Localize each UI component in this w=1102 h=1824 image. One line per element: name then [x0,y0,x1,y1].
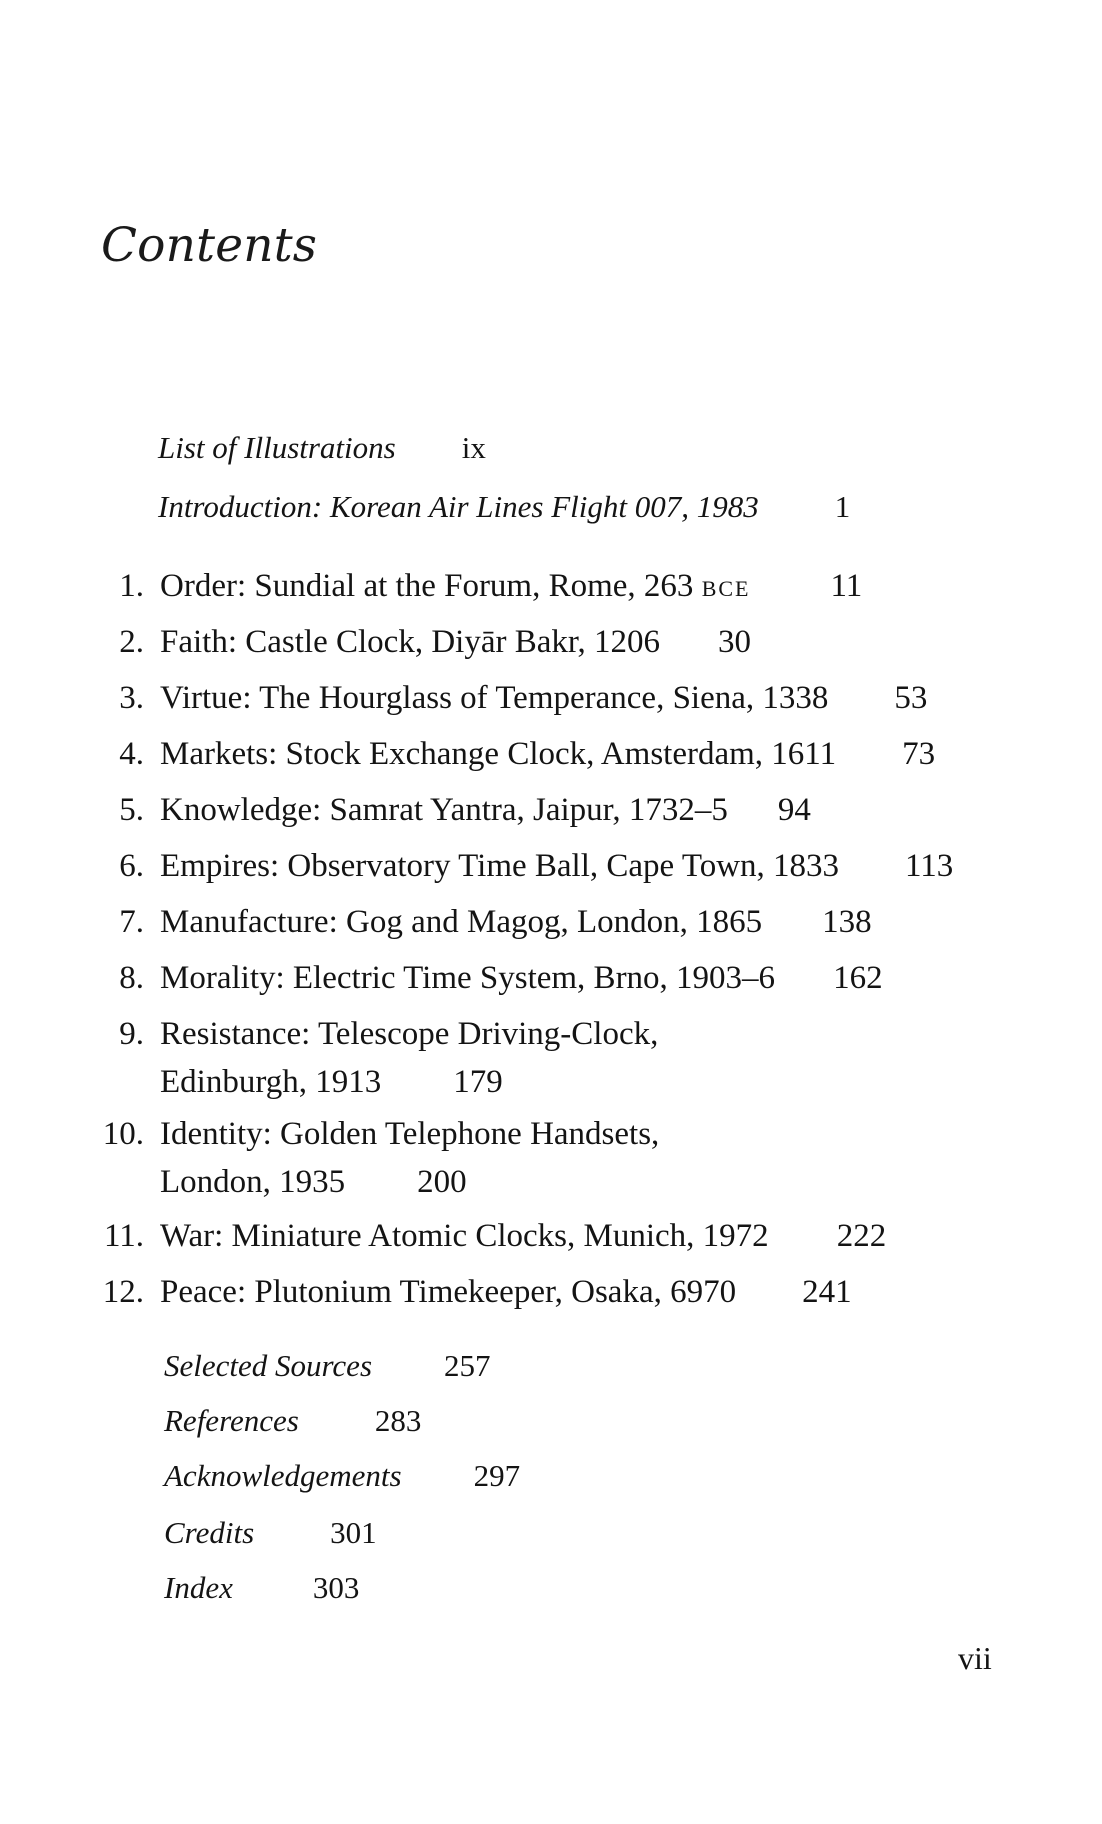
entry-label: Knowledge: Samrat Yantra, Jaipur, 1732–5 [160,792,728,828]
toc-entry-chapter-6[interactable] [160,850,953,883]
entry-label: References [164,1403,299,1438]
page-number: vii [958,1640,992,1676]
chapter-number: 11. [103,1218,144,1254]
toc-entry-chapter-7[interactable] [160,906,872,939]
toc-entry-selected-sources[interactable] [164,1350,491,1381]
entry-label: Identity: Golden Telephone Handsets, [160,1116,660,1152]
toc-entry-chapter-2[interactable] [160,626,751,659]
entry-label: London, 1935 [160,1164,346,1200]
entry-label: Order: Sundial at the Forum, Rome, 263 [160,568,694,604]
entry-page: 30 [718,624,752,660]
era-label: BCE [701,576,751,601]
entry-page: 222 [836,1218,887,1254]
chapter-number: 10. [102,1116,144,1152]
toc-entry-chapter-5[interactable] [160,794,811,827]
entry-page: 303 [312,1570,360,1605]
toc-entry-chapter-10-continued[interactable] [160,1166,467,1199]
entry-page: 113 [905,848,954,884]
entry-page: 138 [822,904,872,940]
chapter-number: 8. [119,960,144,996]
toc-entry-credits[interactable] [164,1517,377,1548]
entry-page: 179 [453,1064,503,1100]
entry-page: 257 [444,1348,491,1383]
chapter-number: 12. [102,1274,144,1310]
entry-page: 200 [417,1164,467,1200]
toc-entry-chapter-9[interactable] [160,1018,658,1051]
toc-entry-introduction[interactable] [158,491,850,522]
entry-page: 53 [894,680,928,716]
entry-label: Manufacture: Gog and Magog, London, 1865 [160,904,763,940]
entry-page: 94 [777,792,811,828]
entry-label: Index [164,1570,233,1605]
entry-label: Faith: Castle Clock, Diyār Bakr, 1206 [160,624,661,660]
entry-label: Empires: Observatory Time Ball, Cape Town, 1833 [160,848,840,884]
chapter-number: 1. [119,568,144,604]
toc-entry-chapter-3[interactable] [160,682,927,715]
entry-page: 297 [473,1458,521,1493]
toc-entry-chapter-10[interactable] [160,1118,659,1151]
entry-label: List of Illustrations [158,430,396,465]
entry-label: Selected Sources [164,1348,373,1383]
entry-label: War: Miniature Atomic Clocks, Munich, 1972 [160,1218,769,1254]
toc-entry-chapter-8[interactable] [160,962,883,995]
entry-label: Edinburgh, 1913 [160,1064,382,1100]
chapter-number: 2. [119,624,144,660]
chapter-number: 5. [119,792,144,828]
chapter-number: 9. [119,1016,144,1052]
entry-page: 73 [902,736,936,772]
entry-page: 162 [833,960,883,996]
chapter-number: 6. [119,848,144,884]
toc-entry-chapter-11[interactable] [160,1220,886,1253]
entry-page: 1 [834,489,851,524]
entry-page: 283 [374,1403,422,1438]
entry-label: Credits [164,1515,255,1550]
entry-page: ix [461,430,486,465]
entry-label: Markets: Stock Exchange Clock, Amsterdam, 1611 [160,736,837,772]
page-title: Contents [101,218,318,273]
entry-page: 11 [830,568,863,604]
entry-label: Morality: Electric Time System, Brno, 1903–6 [160,960,776,996]
entry-label: Peace: Plutonium Timekeeper, Osaka, 6970 [160,1274,737,1310]
toc-entry-acknowledgements[interactable] [164,1460,520,1491]
entry-label: Resistance: Telescope Driving-Clock, [160,1016,659,1052]
entry-label: Virtue: The Hourglass of Temperance, Siena, 1338 [160,680,829,716]
toc-entry-chapter-9-continued[interactable] [160,1066,503,1099]
entry-page: 301 [330,1515,377,1550]
toc-entry-chapter-1[interactable] [160,570,862,603]
toc-entry-references[interactable] [164,1405,421,1436]
entry-page: 241 [802,1274,852,1310]
toc-entry-list-of-illustrations[interactable] [158,432,486,463]
entry-label: Acknowledgements [164,1458,402,1493]
chapter-number: 3. [119,680,144,716]
toc-entry-index[interactable] [164,1572,359,1603]
chapter-number: 7. [119,904,144,940]
toc-entry-chapter-12[interactable] [160,1276,852,1309]
toc-entry-chapter-4[interactable] [160,738,935,771]
entry-label: Introduction: Korean Air Lines Flight 007, 1983 [158,489,759,524]
chapter-number: 4. [119,736,144,772]
